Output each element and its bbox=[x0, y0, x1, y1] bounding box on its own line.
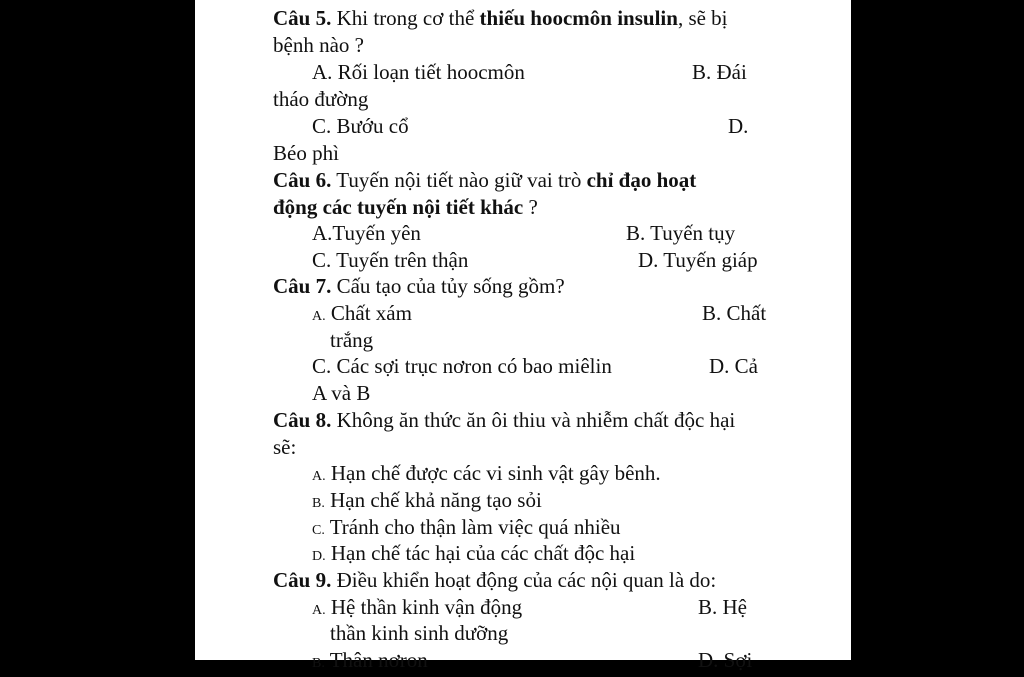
question-5-stem: Câu 5. Khi trong cơ thể thiếu hoocmôn insulin, sẽ bị bbox=[273, 6, 728, 30]
question-7-label: Câu 7. bbox=[273, 274, 332, 298]
question-8-option-b: B. Hạn chế khả năng tạo sỏi bbox=[312, 488, 542, 512]
question-6-label: Câu 6. bbox=[273, 168, 332, 192]
question-7-options-ab bbox=[195, 300, 851, 327]
question-7-options-cd bbox=[195, 353, 851, 380]
option-a: A. Rối loạn tiết hoocmôn bbox=[312, 60, 525, 84]
question-6-options-cd bbox=[195, 247, 851, 274]
option-a: A. Chất xám bbox=[312, 301, 412, 325]
question-7-stem: Câu 7. Cấu tạo của tủy sống gồm? bbox=[273, 274, 565, 298]
option-b: B. Tuyến tụy bbox=[626, 221, 736, 245]
option-c: C. Các sợi trục nơron có bao miêlin bbox=[312, 354, 612, 378]
question-5-options-cd bbox=[195, 113, 851, 140]
question-5-stem-cont: bệnh nào ? bbox=[273, 33, 364, 57]
question-8-option-c: C. Tránh cho thận làm việc quá nhiều bbox=[312, 515, 621, 539]
question-5-label: Câu 5. bbox=[273, 6, 332, 30]
question-5-options-ab bbox=[195, 59, 851, 86]
option-d-cont: A và B bbox=[312, 381, 371, 405]
option-b: B. Hệ bbox=[698, 595, 747, 619]
document-page bbox=[195, 0, 851, 672]
option-a: A.Tuyến yên bbox=[312, 221, 421, 245]
option-d: D. Cả bbox=[709, 354, 758, 378]
option-b: B. Đái bbox=[692, 60, 747, 84]
option-d-cont: Béo phì bbox=[273, 141, 339, 165]
option-c: C. Bướu cổ bbox=[312, 114, 409, 138]
question-6-options-ab bbox=[195, 220, 851, 247]
question-9-stem: Câu 9. Điều khiển hoạt động của các nội quan là do: bbox=[273, 568, 717, 592]
question-8-option-d: D. Hạn chế tác hại của các chất độc hại bbox=[312, 541, 636, 565]
option-d: D. Tuyến giáp bbox=[638, 248, 758, 272]
option-b-cont: thần kinh sinh dưỡng bbox=[330, 621, 509, 645]
option-b: B. Chất bbox=[702, 301, 767, 325]
option-c: C. Tuyến trên thận bbox=[312, 248, 469, 272]
question-6-stem: Câu 6. Tuyến nội tiết nào giữ vai trò chỉ đạo hoạt bbox=[273, 168, 697, 192]
question-8-label: Câu 8. bbox=[273, 408, 332, 432]
option-b-cont: trắng bbox=[330, 328, 374, 352]
option-d: D. bbox=[728, 114, 749, 138]
question-6-stem-cont: động các tuyến nội tiết khác ? bbox=[273, 195, 538, 219]
question-8-stem-cont: sẽ: bbox=[273, 435, 297, 459]
question-8-option-a: A. Hạn chế được các vi sinh vật gây bênh. bbox=[312, 461, 661, 485]
option-c: B. Thân nơron bbox=[312, 648, 428, 672]
question-9-options-cd bbox=[195, 647, 851, 674]
option-a: A. Hệ thần kinh vận động bbox=[312, 595, 523, 619]
question-8-stem: Câu 8. Không ăn thức ăn ôi thiu và nhiễm chất độc hại bbox=[273, 408, 736, 432]
question-9-label: Câu 9. bbox=[273, 568, 332, 592]
option-b-cont: tháo đường bbox=[273, 87, 369, 111]
option-d: D. Sợi bbox=[698, 648, 753, 672]
question-9-options-ab bbox=[195, 594, 851, 621]
